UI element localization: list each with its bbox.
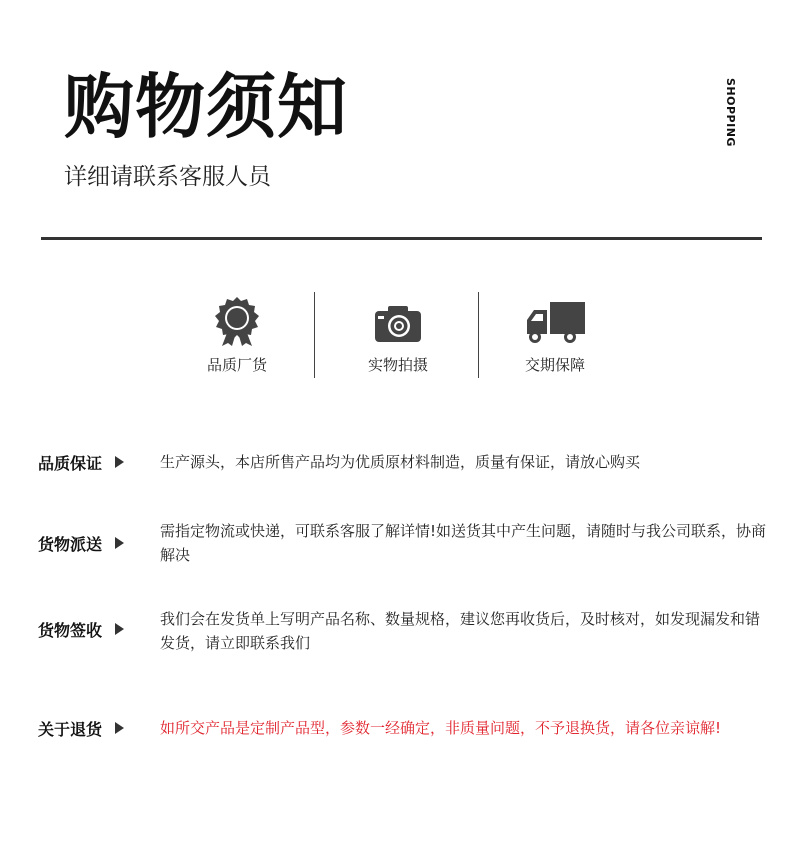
- arrow-right-icon: [115, 722, 124, 734]
- award-badge-icon: [157, 296, 317, 352]
- notice-receipt: [38, 607, 770, 655]
- notice-heading: [38, 450, 160, 474]
- notice-heading-text: 品质保证: [38, 453, 103, 473]
- notice-heading: [38, 617, 160, 641]
- notice-text: 生产源头，本店所售产品均为优质原材料制造，质量有保证，请放心购买: [160, 453, 641, 471]
- feature-photo: [318, 296, 478, 375]
- feature-divider: [314, 292, 315, 378]
- notice-heading-text: 货物派送: [38, 534, 103, 554]
- notice-delivery: [38, 519, 770, 567]
- notice-heading: [38, 716, 160, 740]
- notice-quality: [38, 450, 770, 474]
- notice-text: 我们会在发货单上写明产品名称、数量规格，建议您再收货后，及时核对，如发现漏发和错发货，请立即联系我们: [160, 610, 761, 652]
- side-label: SHOPPING: [724, 78, 737, 147]
- notice-warning-text: 如所交产品是定制产品型，参数一经确定，非质量问题，不予退换货，请各位亲谅解!: [160, 719, 722, 737]
- notice-heading-text: 货物签收: [38, 620, 103, 640]
- header-divider: [41, 237, 762, 240]
- page-subtitle: 详细请联系客服人员: [64, 164, 271, 190]
- arrow-right-icon: [115, 456, 124, 468]
- feature-label: 品质厂货: [206, 356, 267, 374]
- feature-label: 实物拍摄: [367, 356, 428, 374]
- page-title: 购物须知: [64, 66, 348, 148]
- truck-icon: [475, 296, 635, 352]
- notice-heading: [38, 531, 160, 555]
- notice-text: 需指定物流或快递，可联系客服了解详情!如送货其中产生问题，请随时与我公司联系，协商解决: [160, 522, 767, 564]
- arrow-right-icon: [115, 623, 124, 635]
- camera-icon: [318, 296, 478, 352]
- notice-returns: [38, 716, 780, 740]
- feature-label: 交期保障: [524, 356, 585, 374]
- feature-delivery: [475, 296, 635, 375]
- arrow-right-icon: [115, 537, 124, 549]
- notice-heading-text: 关于退货: [38, 719, 103, 739]
- feature-quality: [157, 296, 317, 375]
